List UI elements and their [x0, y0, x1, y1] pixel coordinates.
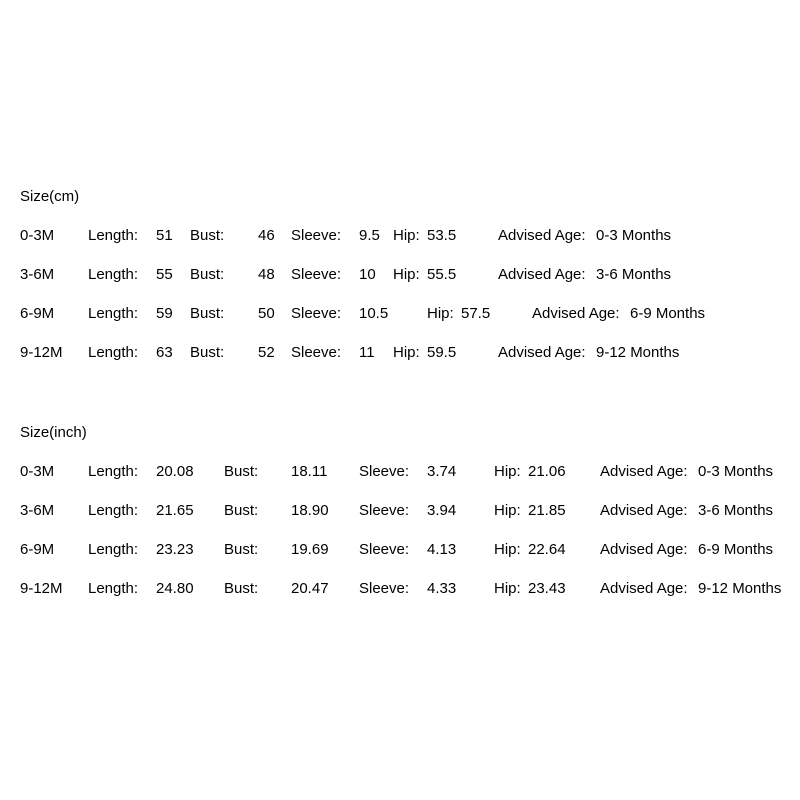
- inch-row-1-hip-value: 21.85: [528, 502, 566, 519]
- inch-row-3-size: 9-12M: [20, 580, 63, 597]
- cm-row-1-bust-value: 48: [258, 266, 275, 283]
- inch-row-1-age-value: 3-6 Months: [698, 502, 774, 519]
- inch-row-2-age-value: 6-9 Months: [698, 541, 774, 558]
- inch-row-0-length-label: Length:: [88, 463, 139, 480]
- cm-row-2-sleeve-label: Sleeve:: [291, 305, 342, 322]
- cm-row-3-size: 9-12M: [20, 344, 63, 361]
- inch-row-0-age-value: 0-3 Months: [698, 463, 774, 480]
- cm-row-1-length-label: Length:: [88, 266, 139, 283]
- cm-row-0-hip-value: 53.5: [427, 227, 457, 244]
- inch-row-0-size: 0-3M: [20, 463, 55, 480]
- inch-row-0-hip-value: 21.06: [528, 463, 566, 480]
- cm-row-1-size: 3-6M: [20, 266, 55, 283]
- cm-row-3-length-value: 63: [156, 344, 173, 361]
- inch-row-0-age-label: Advised Age:: [600, 463, 688, 480]
- cm-row-0-length-value: 51: [156, 227, 173, 244]
- inch-row-2-sleeve-value: 4.13: [427, 541, 457, 558]
- cm-row-3-sleeve-value: 11: [359, 344, 375, 361]
- cm-row-1-hip-value: 55.5: [427, 266, 457, 283]
- inch-row-3-sleeve-label: Sleeve:: [359, 580, 410, 597]
- cm-title: Size(cm): [20, 188, 80, 205]
- cm-row-2-bust-value: 50: [258, 305, 275, 322]
- inch-row-3-length-value: 24.80: [156, 580, 194, 597]
- cm-row-2-age-value: 6-9 Months: [630, 305, 706, 322]
- cm-row-2-size: 6-9M: [20, 305, 55, 322]
- cm-row-0-age-value: 0-3 Months: [596, 227, 672, 244]
- inch-title: Size(inch): [20, 424, 87, 441]
- cm-row-0-bust-value: 46: [258, 227, 275, 244]
- inch-row-1-hip-label: Hip:: [494, 502, 521, 519]
- inch-row-3-bust-label: Bust:: [224, 580, 259, 597]
- cm-row-3-age-label: Advised Age:: [498, 344, 586, 361]
- inch-row-0-bust-label: Bust:: [224, 463, 259, 480]
- inch-row-1-length-label: Length:: [88, 502, 139, 519]
- cm-row-3-age-value: 9-12 Months: [596, 344, 680, 361]
- inch-row-1-size: 3-6M: [20, 502, 55, 519]
- cm-row-0-sleeve-label: Sleeve:: [291, 227, 342, 244]
- cm-row-3-sleeve-label: Sleeve:: [291, 344, 342, 361]
- cm-row-3-bust-value: 52: [258, 344, 275, 361]
- inch-row-1-sleeve-label: Sleeve:: [359, 502, 410, 519]
- inch-row-2-length-value: 23.23: [156, 541, 194, 558]
- cm-row-3-hip-label: Hip:: [393, 344, 420, 361]
- cm-row-1-length-value: 55: [156, 266, 173, 283]
- cm-row-1-age-label: Advised Age:: [498, 266, 586, 283]
- inch-row-3-age-value: 9-12 Months: [698, 580, 782, 597]
- cm-row-2-age-label: Advised Age:: [532, 305, 620, 322]
- inch-row-3-length-label: Length:: [88, 580, 139, 597]
- inch-row-2-hip-label: Hip:: [494, 541, 521, 558]
- cm-row-0-bust-label: Bust:: [190, 227, 225, 244]
- cm-row-3-bust-label: Bust:: [190, 344, 225, 361]
- inch-row-1-bust-value: 18.90: [291, 502, 329, 519]
- cm-row-2-hip-value: 57.5: [461, 305, 491, 322]
- cm-row-0-length-label: Length:: [88, 227, 139, 244]
- cm-row-1-sleeve-label: Sleeve:: [291, 266, 342, 283]
- cm-row-2-length-value: 59: [156, 305, 173, 322]
- inch-row-0-sleeve-label: Sleeve:: [359, 463, 410, 480]
- cm-row-1-hip-label: Hip:: [393, 266, 420, 283]
- inch-row-1-bust-label: Bust:: [224, 502, 259, 519]
- cm-row-2-sleeve-value: 10.5: [359, 305, 389, 322]
- inch-row-0-hip-label: Hip:: [494, 463, 521, 480]
- cm-row-1-sleeve-value: 10: [359, 266, 376, 283]
- cm-row-2-bust-label: Bust:: [190, 305, 225, 322]
- inch-row-1-age-label: Advised Age:: [600, 502, 688, 519]
- cm-row-1-age-value: 3-6 Months: [596, 266, 672, 283]
- cm-row-2-length-label: Length:: [88, 305, 139, 322]
- inch-row-1-sleeve-value: 3.94: [427, 502, 457, 519]
- cm-row-0-age-label: Advised Age:: [498, 227, 586, 244]
- inch-row-2-bust-label: Bust:: [224, 541, 259, 558]
- inch-row-0-sleeve-value: 3.74: [427, 463, 457, 480]
- cm-row-0-hip-label: Hip:: [393, 227, 420, 244]
- cm-row-3-length-label: Length:: [88, 344, 139, 361]
- cm-row-0-sleeve-value: 9.5: [359, 227, 380, 244]
- cm-row-2-hip-label: Hip:: [427, 305, 454, 322]
- inch-row-3-age-label: Advised Age:: [600, 580, 688, 597]
- inch-row-3-bust-value: 20.47: [291, 580, 329, 597]
- inch-row-2-sleeve-label: Sleeve:: [359, 541, 410, 558]
- inch-row-2-hip-value: 22.64: [528, 541, 566, 558]
- inch-row-2-length-label: Length:: [88, 541, 139, 558]
- inch-row-3-sleeve-value: 4.33: [427, 580, 457, 597]
- cm-row-0-size: 0-3M: [20, 227, 55, 244]
- inch-row-2-bust-value: 19.69: [291, 541, 329, 558]
- cm-row-3-hip-value: 59.5: [427, 344, 457, 361]
- inch-row-1-length-value: 21.65: [156, 502, 194, 519]
- inch-row-2-age-label: Advised Age:: [600, 541, 688, 558]
- inch-row-0-bust-value: 18.11: [291, 463, 328, 480]
- inch-row-2-size: 6-9M: [20, 541, 55, 558]
- cm-row-1-bust-label: Bust:: [190, 266, 225, 283]
- inch-row-3-hip-value: 23.43: [528, 580, 566, 597]
- inch-row-0-length-value: 20.08: [156, 463, 194, 480]
- inch-row-3-hip-label: Hip:: [494, 580, 521, 597]
